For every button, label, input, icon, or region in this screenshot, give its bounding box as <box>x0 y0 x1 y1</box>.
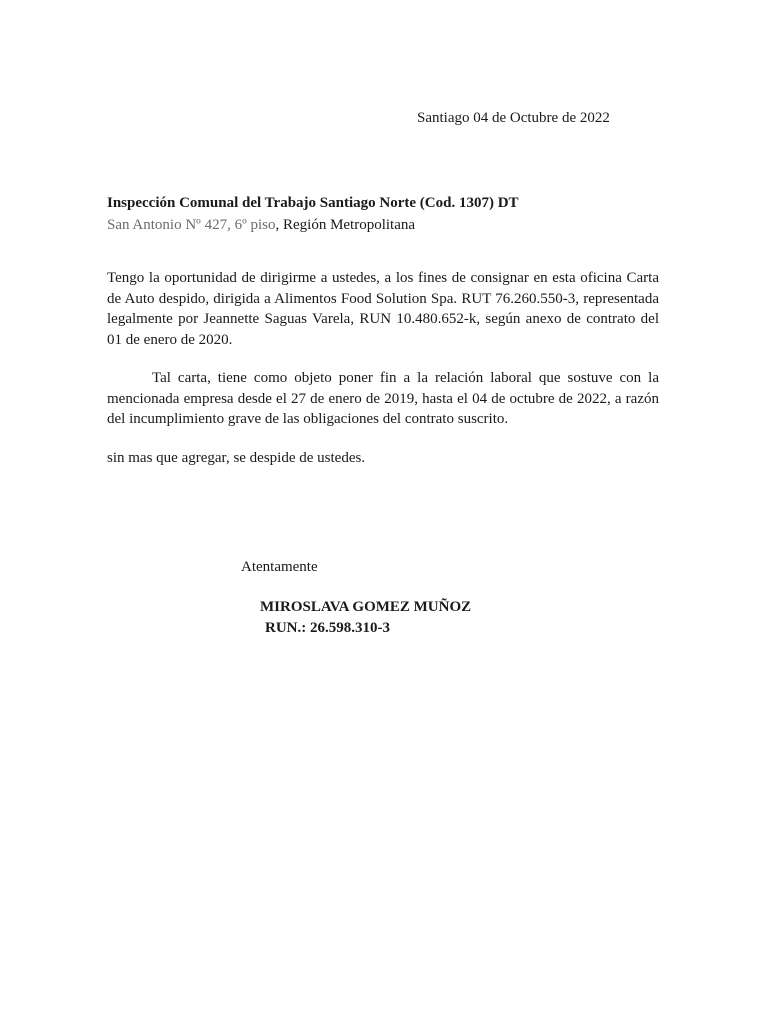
recipient-block <box>107 193 667 235</box>
body-paragraph-1: Tengo la oportunidad de dirigirme a ustedes, a los fines de consignar en esta oficina Carta de Auto despido, dirigida a Alimentos Food Solution Spa. RUT 76.260.550-3, representada legalmente por Jeannette Saguas Varela, RUN 10.480.652-k, según anexo de contrato del 01 de enero de 2020. <box>107 270 659 348</box>
recipient-address <box>107 215 667 235</box>
letter-date: Santiago 04 de Octubre de 2022 <box>417 110 610 126</box>
body-paragraph-2: Tal carta, tiene como objeto poner fin a la relación laboral que sostuve con la mencionada empresa desde el 27 de enero de 2019, hasta el 04 de octubre de 2022, a razón del incumplimiento grave de las obligaciones del contrato suscrito. <box>107 370 659 427</box>
recipient-name: Inspección Comunal del Trabajo Santiago Norte (Cod. 1307) DT <box>107 195 519 211</box>
closing-salutation: Atentamente <box>241 559 318 575</box>
signer-run: RUN.: 26.598.310-3 <box>265 620 390 636</box>
body-paragraph-3: sin mas que agregar, se despide de ustedes. <box>107 449 366 466</box>
signer-name: MIROSLAVA GOMEZ MUÑOZ <box>260 599 472 615</box>
signer-block <box>260 597 471 639</box>
letter-body <box>107 268 659 486</box>
recipient-region: , Región Metropolitana <box>275 217 416 233</box>
recipient-street: San Antonio Nº 427, 6º piso <box>107 217 276 233</box>
